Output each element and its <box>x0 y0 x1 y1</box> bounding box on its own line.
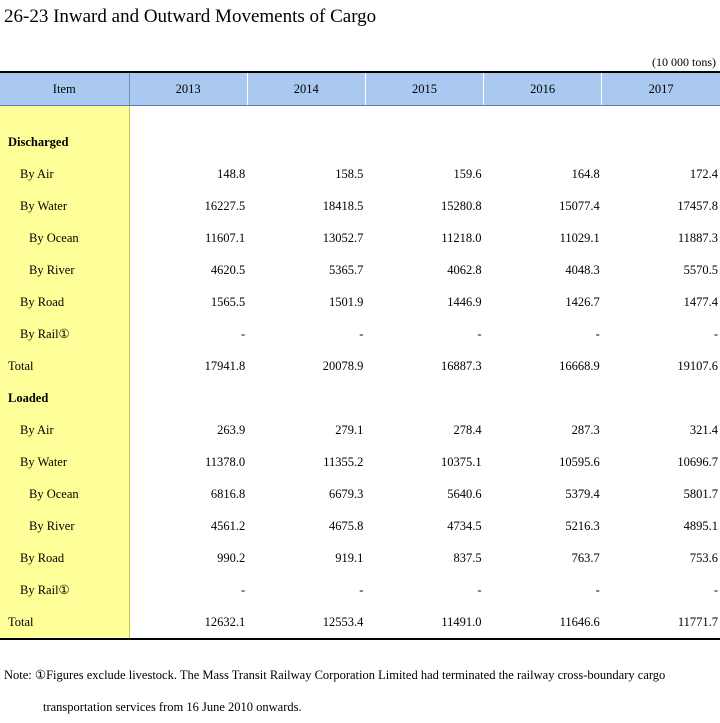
value-cell: 287.3 <box>571 422 600 437</box>
empty-cell <box>365 382 483 414</box>
value-cell: 20078.9 <box>322 358 364 373</box>
value-cell: 158.5 <box>335 166 364 181</box>
value-cell: 1426.7 <box>565 294 600 309</box>
value-cell: 15280.8 <box>440 198 482 213</box>
value-cell: 5570.5 <box>683 262 718 277</box>
value-cell: 5640.6 <box>447 486 482 501</box>
value-cell: 6679.3 <box>329 486 364 501</box>
row-label: By Rail① <box>0 574 129 606</box>
empty-cell <box>484 382 602 414</box>
table-row <box>0 254 720 286</box>
table-row <box>0 542 720 574</box>
value-cell: 16887.3 <box>440 358 482 373</box>
spacer-cell <box>365 106 483 127</box>
value-cell: 6816.8 <box>210 486 246 501</box>
empty-cell <box>129 126 247 158</box>
value-cell: - <box>241 326 246 341</box>
value-cell: 4734.5 <box>447 518 482 533</box>
table-row <box>0 190 720 222</box>
table-row <box>0 606 720 639</box>
spacer-row <box>0 106 720 127</box>
value-cell: 1501.9 <box>329 294 364 309</box>
value-cell: - <box>241 582 246 597</box>
value-cell: 164.8 <box>571 166 600 181</box>
empty-cell <box>247 126 365 158</box>
spacer-cell <box>129 106 247 127</box>
empty-cell <box>129 382 247 414</box>
value-cell: 16668.9 <box>559 358 600 373</box>
value-cell: 11646.6 <box>484 606 602 639</box>
spacer-cell <box>0 106 129 127</box>
section-row <box>0 126 720 158</box>
value-cell: - <box>359 326 364 341</box>
row-label: By River <box>0 254 129 286</box>
row-label: By Ocean <box>0 222 129 254</box>
header-year: 2013 <box>129 72 247 106</box>
table-row <box>0 158 720 190</box>
value-cell: - <box>595 582 600 597</box>
row-label: By Water <box>0 190 129 222</box>
value-cell: 159.6 <box>453 166 482 181</box>
value-cell: 11887.3 <box>677 230 718 245</box>
value-cell: - <box>713 582 718 597</box>
header-year: 2015 <box>365 72 483 106</box>
table-row <box>0 222 720 254</box>
spacer-cell <box>602 106 720 127</box>
empty-cell <box>602 382 720 414</box>
spacer-cell <box>484 106 602 127</box>
value-cell: 12553.4 <box>247 606 365 639</box>
section-row <box>0 382 720 414</box>
value-cell: 5801.7 <box>683 486 718 501</box>
row-label: By Air <box>0 414 129 446</box>
value-cell: 11378.0 <box>205 454 246 469</box>
header-year: 2017 <box>602 72 720 106</box>
empty-cell <box>484 126 602 158</box>
header-year: 2016 <box>484 72 602 106</box>
value-cell: 4620.5 <box>210 262 246 277</box>
header-year: 2014 <box>247 72 365 106</box>
value-cell: 321.4 <box>689 422 718 437</box>
header-item: Item <box>0 72 129 106</box>
section-label: Discharged <box>0 126 129 158</box>
value-cell: 5216.3 <box>565 518 600 533</box>
table-row <box>0 478 720 510</box>
table-row <box>0 574 720 606</box>
table-row <box>0 318 720 350</box>
value-cell: 990.2 <box>217 550 246 565</box>
spacer-cell <box>247 106 365 127</box>
row-label: By Air <box>0 158 129 190</box>
table-row <box>0 350 720 382</box>
value-cell: 15077.4 <box>559 198 600 213</box>
value-cell: 4561.2 <box>210 518 246 533</box>
row-label: By Road <box>0 286 129 318</box>
value-cell: 4048.3 <box>565 262 600 277</box>
row-label: Total <box>0 606 129 639</box>
row-label: By Water <box>0 446 129 478</box>
section-label: Loaded <box>0 382 129 414</box>
header-row <box>0 72 720 106</box>
value-cell: 278.4 <box>453 422 482 437</box>
row-label: Total <box>0 350 129 382</box>
table-body <box>0 106 720 640</box>
value-cell: 4675.8 <box>329 518 364 533</box>
value-cell: 1565.5 <box>210 294 246 309</box>
row-label: By River <box>0 510 129 542</box>
empty-cell <box>247 382 365 414</box>
value-cell: 17457.8 <box>677 198 718 213</box>
value-cell: 753.6 <box>689 550 718 565</box>
footnote-line-1: Note: ①Figures exclude livestock. The Mass Transit Railway Corporation Limited had terminated the railway cross-boundary cargo <box>4 668 666 682</box>
footnote <box>4 659 716 723</box>
value-cell: 11029.1 <box>559 230 600 245</box>
empty-cell <box>602 126 720 158</box>
value-cell: - <box>359 582 364 597</box>
value-cell: 5365.7 <box>329 262 364 277</box>
table-row <box>0 286 720 318</box>
value-cell: 4895.1 <box>683 518 718 533</box>
value-cell: 10375.1 <box>440 454 482 469</box>
row-label: By Ocean <box>0 478 129 510</box>
value-cell: - <box>477 582 482 597</box>
value-cell: 1446.9 <box>447 294 482 309</box>
value-cell: 13052.7 <box>322 230 364 245</box>
row-label: By Rail① <box>0 318 129 350</box>
value-cell: 11355.2 <box>323 454 364 469</box>
table-row <box>0 446 720 478</box>
value-cell: 11607.1 <box>205 230 246 245</box>
value-cell: - <box>477 326 482 341</box>
page-title: 26-23 Inward and Outward Movements of Cargo <box>4 6 377 27</box>
value-cell: 11218.0 <box>441 230 482 245</box>
table-row <box>0 510 720 542</box>
unit-label: (10 000 tons) <box>652 55 716 69</box>
value-cell: 11491.0 <box>365 606 483 639</box>
value-cell: 5379.4 <box>565 486 600 501</box>
value-cell: 763.7 <box>571 550 600 565</box>
row-label: By Road <box>0 542 129 574</box>
value-cell: - <box>713 326 718 341</box>
value-cell: 10595.6 <box>559 454 600 469</box>
value-cell: 263.9 <box>217 422 246 437</box>
footnote-line-2: transportation services from 16 June 2010 onwards. <box>43 700 302 714</box>
cargo-table <box>0 71 720 640</box>
value-cell: 11771.7 <box>602 606 720 639</box>
value-cell: 16227.5 <box>204 198 246 213</box>
value-cell: 4062.8 <box>447 262 482 277</box>
value-cell: 837.5 <box>453 550 482 565</box>
value-cell: - <box>595 326 600 341</box>
value-cell: 148.8 <box>217 166 246 181</box>
value-cell: 172.4 <box>689 166 718 181</box>
empty-cell <box>365 126 483 158</box>
value-cell: 17941.8 <box>204 358 246 373</box>
value-cell: 18418.5 <box>322 198 364 213</box>
value-cell: 19107.6 <box>677 358 718 373</box>
value-cell: 12632.1 <box>129 606 247 639</box>
value-cell: 1477.4 <box>683 294 718 309</box>
value-cell: 919.1 <box>335 550 364 565</box>
value-cell: 279.1 <box>335 422 364 437</box>
value-cell: 10696.7 <box>677 454 718 469</box>
table-row <box>0 414 720 446</box>
